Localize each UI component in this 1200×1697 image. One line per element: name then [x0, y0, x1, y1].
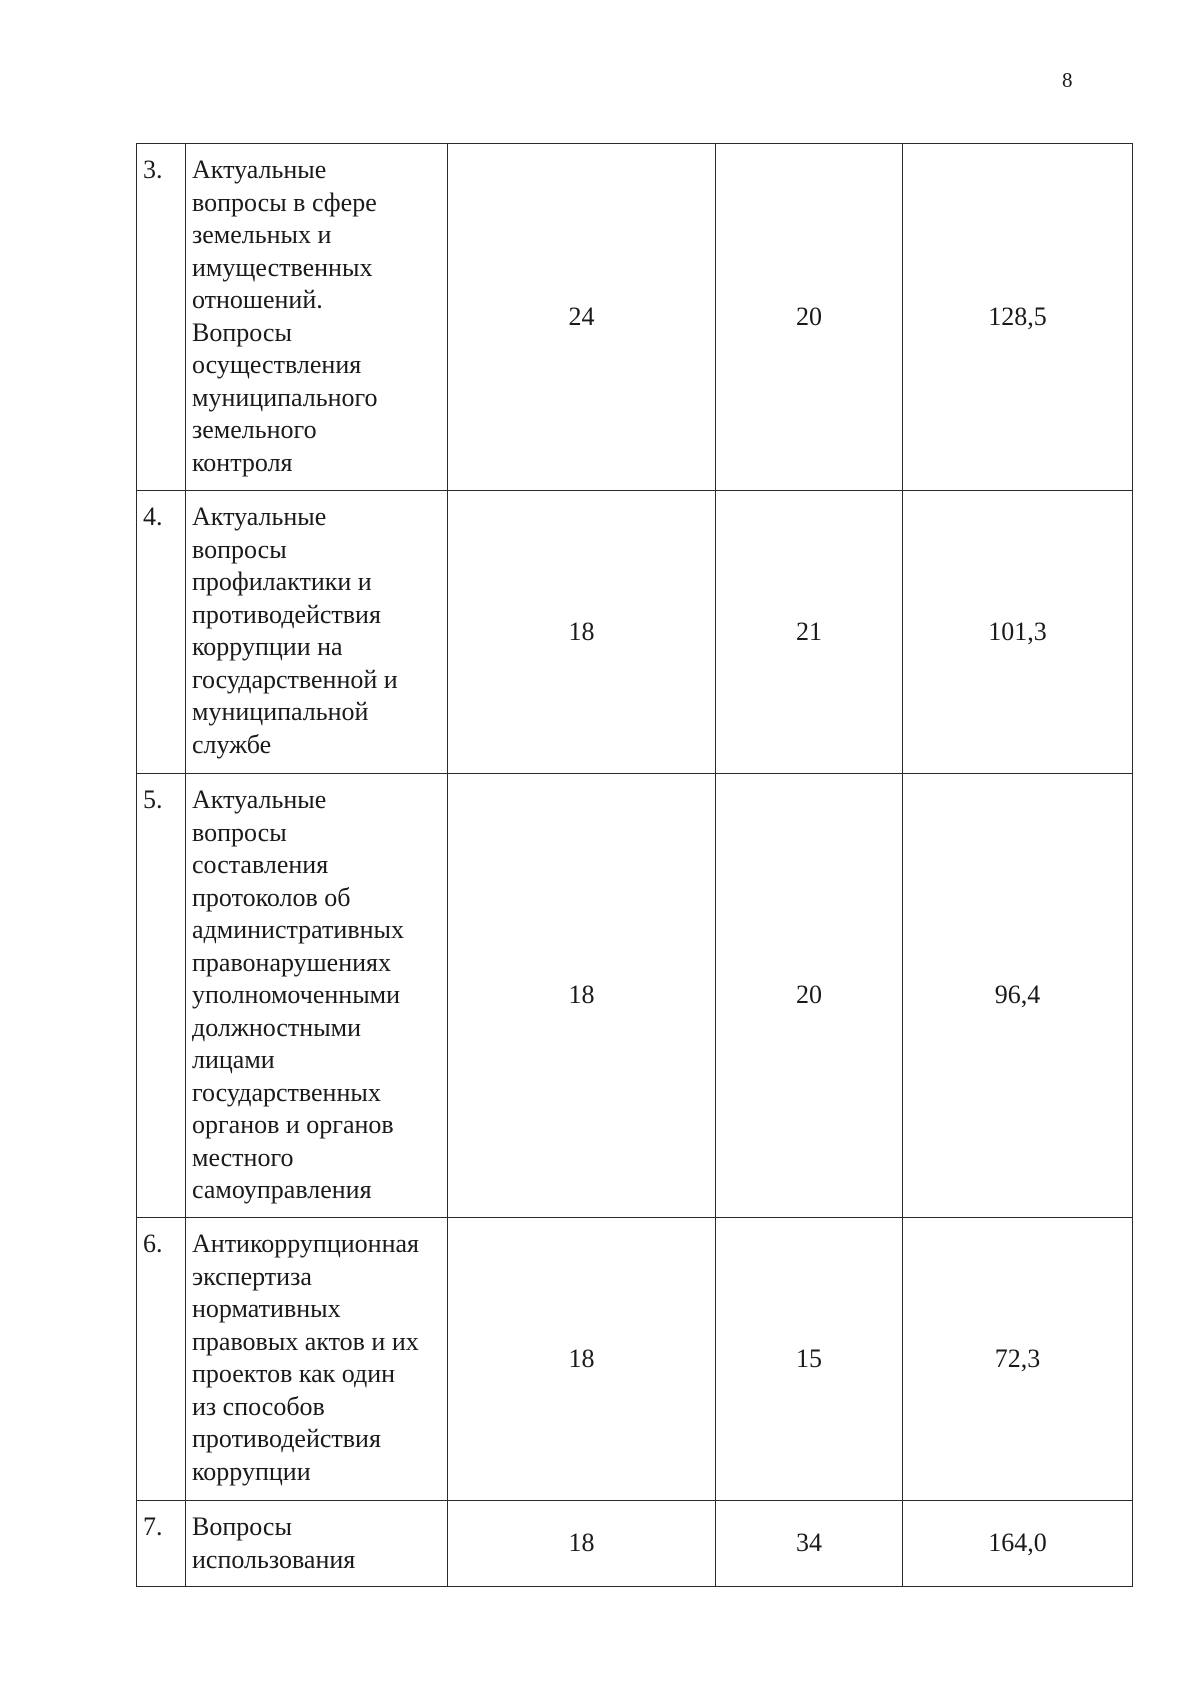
row-title-line: Актуальные — [192, 502, 327, 531]
row-title — [186, 774, 448, 1218]
page-number: 8 — [1062, 68, 1073, 92]
row-title-line: органов и органов — [192, 1110, 394, 1139]
row-title-line: нормативных — [192, 1294, 341, 1323]
row-title-line: правовых актов и их — [192, 1326, 419, 1356]
row-title-line: имущественных — [192, 252, 373, 282]
value-cell-1: 18 — [448, 491, 716, 774]
row-title-line: протоколов об — [192, 882, 351, 912]
row-number: 5. — [137, 774, 186, 1218]
row-title-line: профилактики и — [192, 567, 372, 596]
value-cell-3: 101,3 — [903, 491, 1133, 774]
value-cell-3: 164,0 — [903, 1501, 1133, 1587]
row-title-line: экспертиза — [192, 1261, 312, 1291]
row-title-line: Вопросы — [192, 317, 292, 347]
row-number: 7. — [137, 1501, 186, 1587]
row-title — [186, 491, 448, 774]
row-title-line: земельного — [192, 415, 317, 444]
value-cell-2: 20 — [716, 144, 903, 491]
row-title-line: осуществления — [192, 350, 362, 379]
value-cell-2: 21 — [716, 491, 903, 774]
value-cell-2: 15 — [716, 1218, 903, 1501]
row-title-line: противодействия — [192, 599, 381, 629]
row-title-line: службе — [192, 729, 272, 759]
value-cell-3: 72,3 — [903, 1218, 1133, 1501]
row-number: 4. — [137, 491, 186, 774]
table-row — [137, 491, 1133, 774]
row-number: 3. — [137, 144, 186, 491]
row-title-line: самоуправления — [192, 1175, 372, 1204]
value-cell-1: 18 — [448, 1218, 716, 1501]
row-title — [186, 1218, 448, 1501]
row-title-line: коррупции — [192, 1456, 311, 1486]
row-title-line: государственных — [192, 1077, 381, 1107]
value-cell-3: 96,4 — [903, 774, 1133, 1218]
row-title-line: государственной и — [192, 664, 398, 694]
table-row — [137, 774, 1133, 1218]
row-title-line: составления — [192, 850, 329, 879]
row-title-line: противодействия — [192, 1424, 381, 1453]
row-title-line: местного — [192, 1142, 294, 1172]
value-cell-2: 34 — [716, 1501, 903, 1587]
row-title-line: должностными — [192, 1012, 362, 1042]
row-title — [186, 1501, 448, 1587]
value-cell-2: 20 — [716, 774, 903, 1218]
table-row — [137, 1501, 1133, 1587]
row-title-line: административных — [192, 915, 404, 944]
value-cell-1: 18 — [448, 774, 716, 1218]
row-title-line: правонарушениях — [192, 947, 392, 977]
row-title-line: уполномоченными — [192, 980, 401, 1009]
row-title-line: коррупции на — [192, 632, 343, 661]
row-title-line: лицами — [192, 1045, 275, 1074]
row-title-line: Вопросы — [192, 1512, 292, 1541]
value-cell-1: 24 — [448, 144, 716, 491]
row-title-line: земельных и — [192, 220, 332, 249]
row-title-line: вопросы в сфере — [192, 187, 377, 217]
table-row — [137, 144, 1133, 491]
value-cell-3: 128,5 — [903, 144, 1133, 491]
row-title-line: из способов — [192, 1391, 325, 1421]
value-cell-1: 18 — [448, 1501, 716, 1587]
row-title-line: проектов как один — [192, 1359, 396, 1388]
row-title-line: контроля — [192, 447, 293, 477]
row-title-line: вопросы — [192, 817, 287, 847]
row-number: 6. — [137, 1218, 186, 1501]
row-title-line: использования — [192, 1544, 356, 1574]
row-title-line: муниципального — [192, 382, 378, 412]
table-row — [137, 1218, 1133, 1501]
row-title-line: муниципальной — [192, 697, 369, 726]
row-title-line: Антикоррупционная — [192, 1229, 420, 1258]
row-title-line: Актуальные — [192, 155, 327, 184]
data-table — [136, 143, 1133, 1587]
row-title-line: отношений. — [192, 285, 323, 314]
row-title-line: вопросы — [192, 534, 287, 564]
row-title-line: Актуальные — [192, 785, 327, 814]
row-title — [186, 144, 448, 491]
